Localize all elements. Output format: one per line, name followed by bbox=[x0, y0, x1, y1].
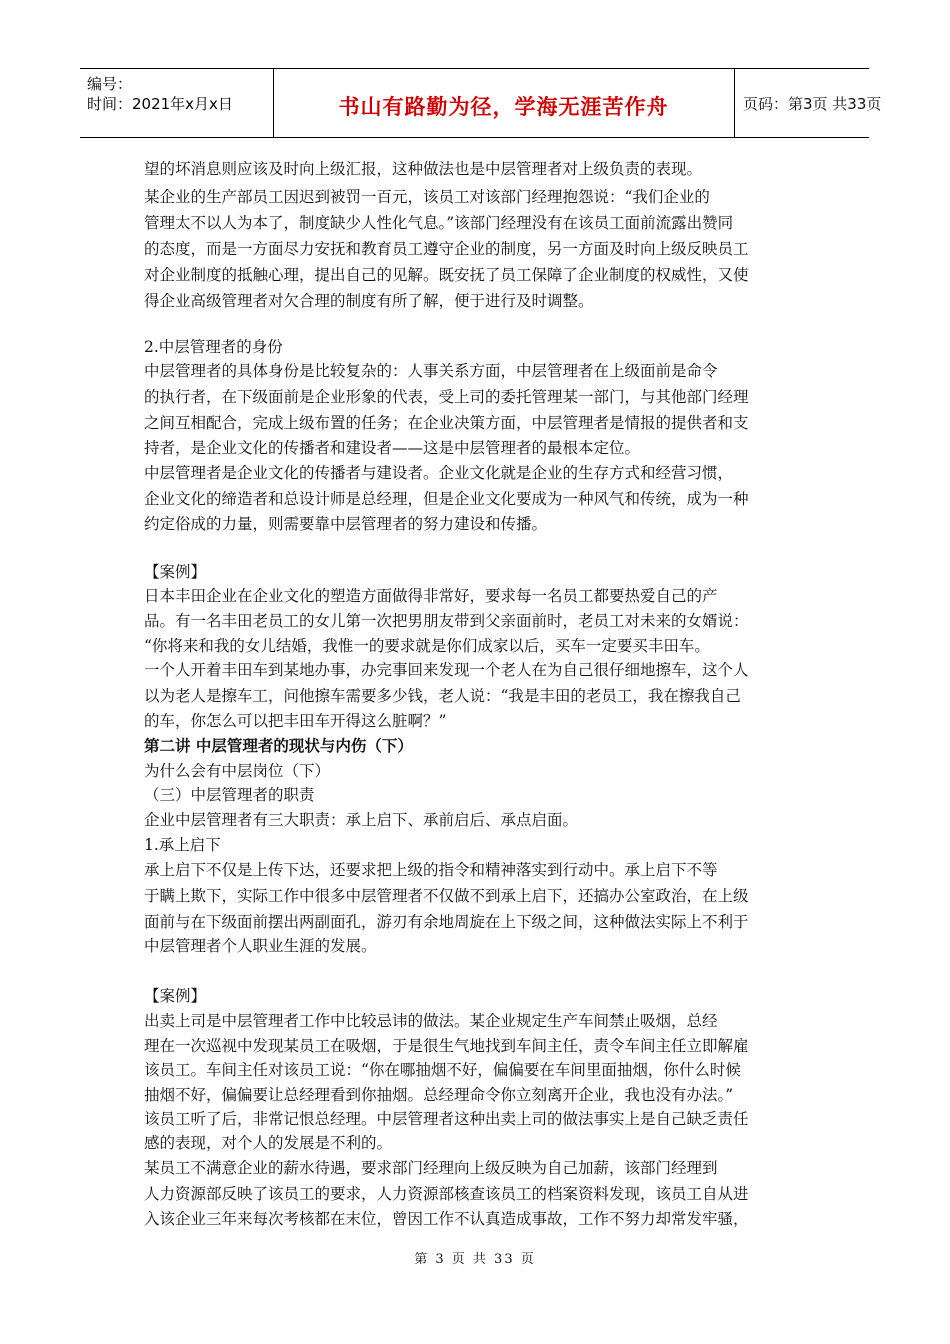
body-line: 该员工听了后，非常记恨总经理。中层管理者这种出卖上司的做法事实上是自己缺乏责任 bbox=[144, 1110, 749, 1128]
body-line: 企业文化的缔造者和总设计师是总经理，但是企业文化要成为一种风气和传统，成为一种 bbox=[144, 490, 749, 508]
body-line: 对企业制度的抵触心理，提出自己的见解。既安抚了员工保障了企业制度的权威性，又使 bbox=[144, 266, 749, 284]
document-number-label: 编号： bbox=[87, 75, 133, 93]
body-line: 出卖上司是中层管理者工作中比较忌讳的做法。某企业规定生产车间禁止吸烟，总经 bbox=[144, 1012, 718, 1030]
numbered-heading: 1.承上启下 bbox=[144, 836, 221, 854]
body-line: 一个人开着丰田车到某地办事，办完事回来发现一个老人在为自己很仔细地擦车，这个人 bbox=[144, 661, 749, 679]
body-line: 之间互相配合，完成上级布置的任务；在企业决策方面，中层管理者是情报的提供者和支 bbox=[144, 414, 749, 432]
section-heading: 2.中层管理者的身份 bbox=[144, 338, 283, 356]
body-line: 中层管理者个人职业生涯的发展。 bbox=[144, 937, 377, 955]
case-label: 【案例】 bbox=[144, 563, 207, 581]
case-label: 【案例】 bbox=[144, 987, 207, 1005]
header-page-cell bbox=[735, 69, 882, 137]
body-line: 品。有一名丰田老员工的女儿第一次把男朋友带到父亲面前时，老员工对未来的女婿说： bbox=[144, 612, 749, 630]
body-line: 持者，是企业文化的传播者和建设者——这是中层管理者的最根本定位。 bbox=[144, 439, 641, 457]
header-meta-cell bbox=[80, 69, 274, 137]
body-line: 约定俗成的力量，则需要靠中层管理者的努力建设和传播。 bbox=[144, 515, 548, 533]
header-motto: 书山有路勤为径，学海无涯苦作舟 bbox=[338, 95, 669, 119]
body-line: 望的坏消息则应该及时向上级汇报，这种做法也是中层管理者对上级负责的表现。 bbox=[144, 160, 703, 178]
document-date-label: 时间：2021年x月x日 bbox=[87, 95, 233, 113]
body-line: 的车，你怎么可以把丰田车开得这么脏啊？” bbox=[144, 712, 447, 730]
header-motto-cell bbox=[273, 69, 735, 137]
subsection-heading: 为什么会有中层岗位（下） bbox=[144, 762, 331, 780]
body-line: 日本丰田企业在企业文化的塑造方面做得非常好，要求每一名员工都要热爱自己的产 bbox=[144, 587, 718, 605]
body-line: 中层管理者是企业文化的传播者与建设者。企业文化就是企业的生存方式和经营习惯， bbox=[144, 464, 734, 482]
body-line: 某企业的生产部员工因迟到被罚一百元，该员工对该部门经理抱怨说：“我们企业的 bbox=[144, 188, 710, 206]
lecture-title: 第二讲 中层管理者的现状与内伤（下） bbox=[144, 737, 413, 755]
body-line: “你将来和我的女儿结婚，我惟一的要求就是你们成家以后，买车一定要买丰田车。 bbox=[144, 637, 710, 655]
body-line: 人力资源部反映了该员工的要求，人力资源部核查该员工的档案资料发现，该员工自从进 bbox=[144, 1185, 749, 1203]
body-line: 入该企业三年来每次考核都在末位，曾因工作不认真造成事故，工作不努力却常发牢骚， bbox=[144, 1210, 749, 1228]
header-page-number: 页码：第3页 共33页 bbox=[743, 95, 882, 113]
body-line: 管理太不以人为本了，制度缺少人性化气息。”该部门经理没有在该员工面前流露出赞同 bbox=[144, 214, 734, 232]
body-line: 某员工不满意企业的薪水待遇，要求部门经理向上级反映为自己加薪，该部门经理到 bbox=[144, 1159, 718, 1177]
subsection-heading: （三）中层管理者的职责 bbox=[144, 786, 315, 804]
body-line: 面前与在下级面前摆出两副面孔，游刃有余地周旋在上下级之间，这种做法实际上不利于 bbox=[144, 913, 749, 931]
body-line: 企业中层管理者有三大职责：承上启下、承前启后、承点启面。 bbox=[144, 811, 579, 829]
body-line: 于瞒上欺下，实际工作中很多中层管理者不仅做不到承上启下，还搞办公室政治，在上级 bbox=[144, 887, 749, 905]
body-line: 得企业高级管理者对欠合理的制度有所了解，便于进行及时调整。 bbox=[144, 292, 594, 310]
body-line: 中层管理者的具体身份是比较复杂的：人事关系方面，中层管理者在上级面前是命令 bbox=[144, 362, 718, 380]
body-line: 理在一次巡视中发现某员工在吸烟，于是很生气地找到车间主任，责令车间主任立即解雇 bbox=[144, 1037, 749, 1055]
body-line: 的执行者，在下级面前是企业形象的代表，受上司的委托管理某一部门，与其他部门经理 bbox=[144, 388, 749, 406]
body-line: 该员工。车间主任对该员工说：“你在哪抽烟不好，偏偏要在车间里面抽烟，你什么时候 bbox=[144, 1061, 741, 1079]
body-line: 承上启下不仅是上传下达，还要求把上级的指令和精神落实到行动中。承上启下不等 bbox=[144, 861, 718, 879]
body-line: 的态度，而是一方面尽力安抚和教育员工遵守企业的制度，另一方面及时向上级反映员工 bbox=[144, 240, 749, 258]
body-line: 以为老人是擦车工，问他擦车需要多少钱，老人说：“我是丰田的老员工，我在擦我自己 bbox=[144, 687, 741, 705]
body-line: 抽烟不好，偏偏要让总经理看到你抽烟。总经理命令你立刻离开企业，我也没有办法。” bbox=[144, 1086, 734, 1104]
page-footer: 第 3 页 共 33 页 bbox=[414, 1252, 536, 1267]
page-header bbox=[80, 68, 882, 138]
body-line: 感的表现，对个人的发展是不利的。 bbox=[144, 1134, 393, 1152]
